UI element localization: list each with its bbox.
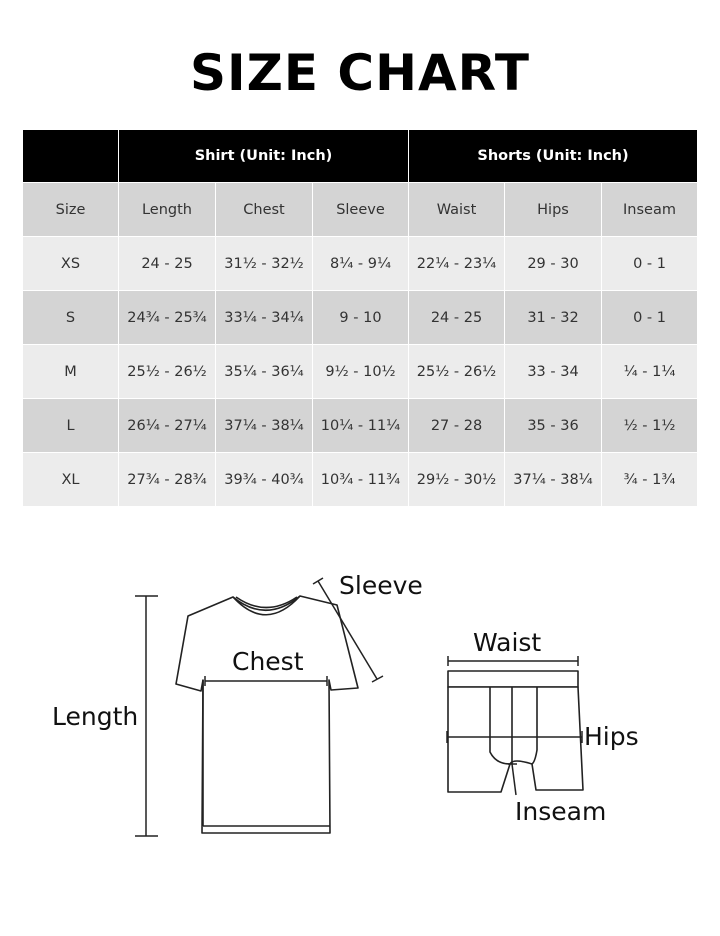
table-row (23, 345, 698, 399)
table-cell: S (23, 291, 119, 345)
table-row (23, 291, 698, 345)
table-cell: 25½ - 26½ (409, 345, 505, 399)
column-header: Hips (505, 183, 602, 237)
table-cell: 22¼ - 23¼ (409, 237, 505, 291)
group-header-shorts: Shorts (Unit: Inch) (409, 130, 698, 183)
column-header: Waist (409, 183, 505, 237)
table-cell: 26¼ - 27¼ (119, 399, 216, 453)
inseam-label: Inseam (515, 797, 607, 826)
table-cell: 37¼ - 38¼ (505, 453, 602, 507)
group-header-blank (23, 130, 119, 183)
length-label: Length (52, 702, 139, 731)
page-title: SIZE CHART (189, 44, 531, 102)
table-row (23, 237, 698, 291)
table-cell: 24¾ - 25¾ (119, 291, 216, 345)
table-cell: 9 - 10 (313, 291, 409, 345)
shorts-illustration (448, 671, 583, 792)
table-cell: M (23, 345, 119, 399)
table-cell: 8¼ - 9¼ (313, 237, 409, 291)
chest-label: Chest (232, 647, 304, 676)
shirt-illustration (176, 596, 358, 833)
table-cell: 25½ - 26½ (119, 345, 216, 399)
table-cell: 35 - 36 (505, 399, 602, 453)
table-cell: ¾ - 1¾ (602, 453, 698, 507)
column-header: Sleeve (313, 183, 409, 237)
table-group-header (23, 130, 698, 183)
table-cell: 29 - 30 (505, 237, 602, 291)
table-cell: 33 - 34 (505, 345, 602, 399)
table-cell: 39¾ - 40¾ (216, 453, 313, 507)
table-cell: 31 - 32 (505, 291, 602, 345)
sleeve-label: Sleeve (339, 571, 423, 600)
table-cell: 0 - 1 (602, 237, 698, 291)
table-cell: 10¼ - 11¼ (313, 399, 409, 453)
table-cell: 33¼ - 34¼ (216, 291, 313, 345)
waist-label: Waist (473, 628, 542, 657)
table-cell: 27¾ - 28¾ (119, 453, 216, 507)
column-header: Chest (216, 183, 313, 237)
table-column-header (23, 183, 698, 237)
column-header: Length (119, 183, 216, 237)
table-row (23, 453, 698, 507)
table-cell: 0 - 1 (602, 291, 698, 345)
table-cell: 9½ - 10½ (313, 345, 409, 399)
measurement-diagram (0, 540, 720, 880)
table-cell: 31½ - 32½ (216, 237, 313, 291)
table-cell: 29½ - 30½ (409, 453, 505, 507)
table-cell: 10¾ - 11¾ (313, 453, 409, 507)
column-header: Inseam (602, 183, 698, 237)
group-header-shirt: Shirt (Unit: Inch) (119, 130, 409, 183)
table-row (23, 399, 698, 453)
table-cell: ½ - 1½ (602, 399, 698, 453)
size-table (22, 129, 698, 507)
waist-measure-line (448, 656, 578, 666)
table-cell: 24 - 25 (119, 237, 216, 291)
length-measure-line (135, 596, 158, 836)
table-cell: 35¼ - 36¼ (216, 345, 313, 399)
hips-label: Hips (584, 722, 639, 751)
table-cell: L (23, 399, 119, 453)
table-cell: ¼ - 1¼ (602, 345, 698, 399)
table-cell: 24 - 25 (409, 291, 505, 345)
table-cell: 27 - 28 (409, 399, 505, 453)
inseam-measure-line (508, 764, 517, 795)
table-cell: 37¼ - 38¼ (216, 399, 313, 453)
table-cell: XS (23, 237, 119, 291)
table-cell: XL (23, 453, 119, 507)
column-header: Size (23, 183, 119, 237)
